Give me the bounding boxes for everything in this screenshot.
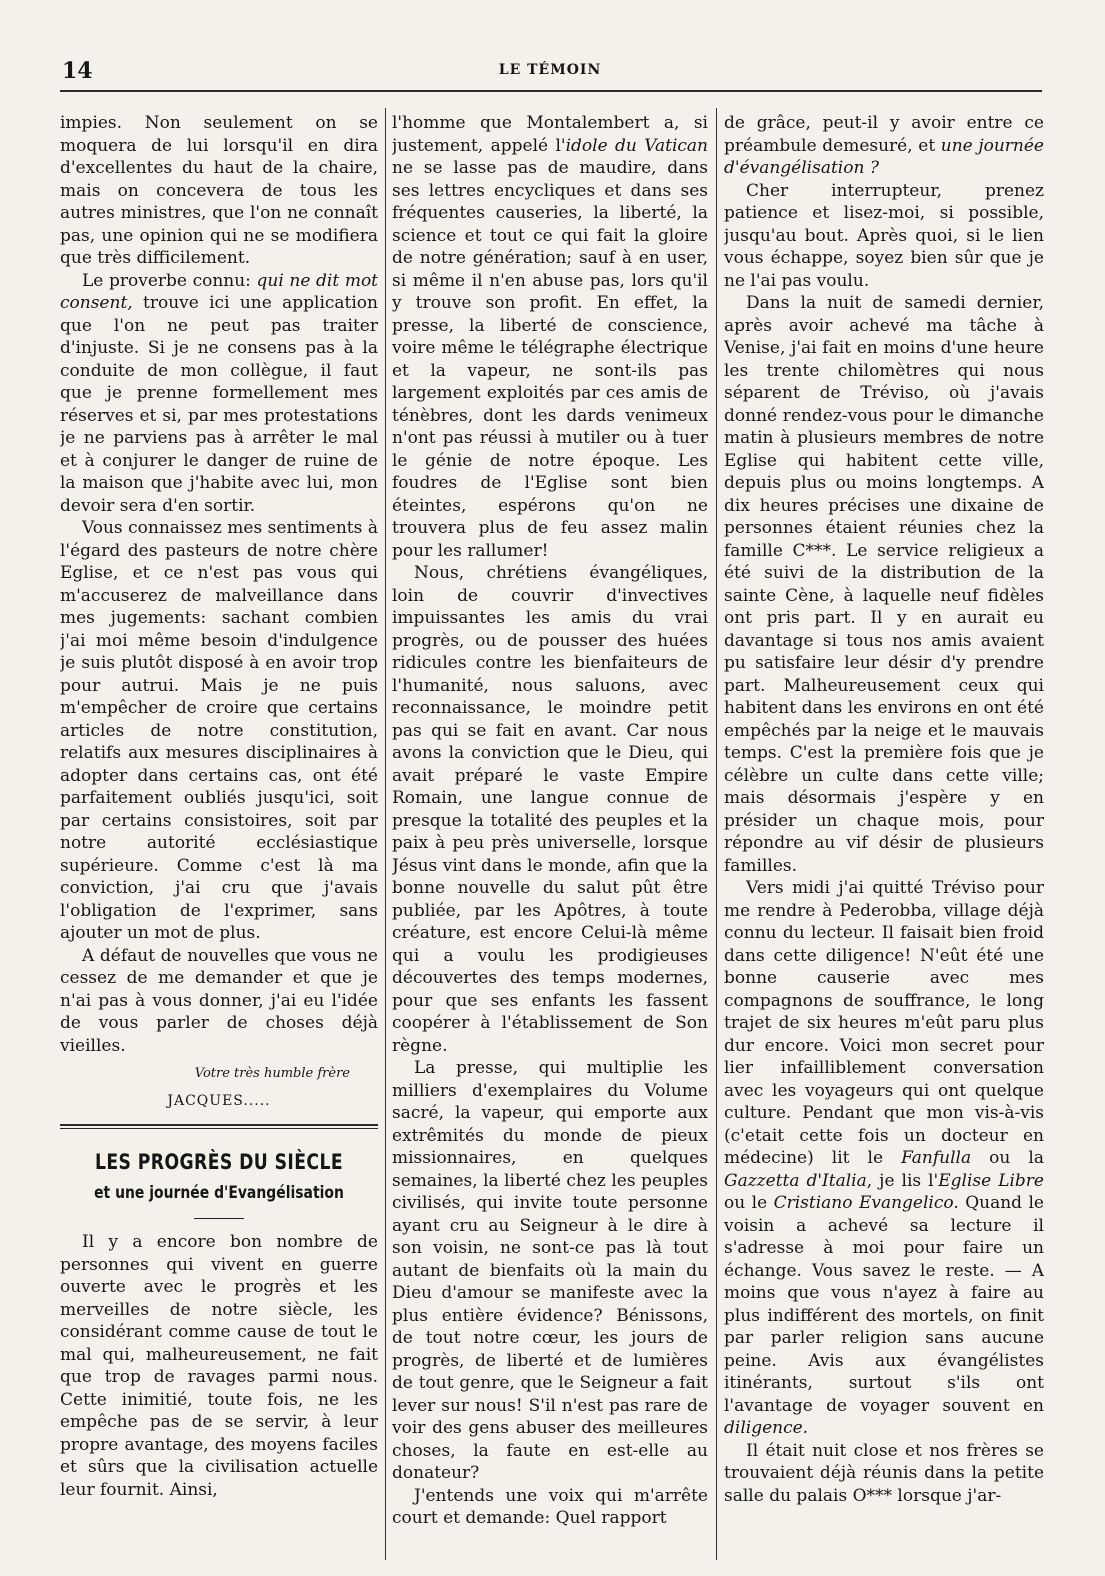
paragraph: J'entends une voix qui m'arrête court et demande: Quel rapport [392,1485,708,1528]
paragraph: Le proverbe connu: qui ne dit mot consent, trouve ici une application que l'on ne peut pas traiter d'injuste. Si je ne consens pas à la conduite de mon collègue, il faut que je prenne formellement mes réserves et si, par mes protestations je ne parviens pas à arrêter le mal et à conjurer le danger de ruine de la maison que j'habite avec lui, mon devoir sera d'en sortir. [60,270,378,516]
paragraph: Cher interrupteur, prenez patience et lisez-moi, si possible, jusqu'au bout. Après quoi, si le lien vous échappe, soyez bien sûr que je ne l'ai pas voulu. [724,180,1044,291]
article-subtitle: et une journée d'Evangélisation [94,1182,344,1203]
title-rule [194,1218,244,1219]
signature-name: JACQUES..... [167,1092,271,1109]
paragraph: A défaut de nouvelles que vous ne cessez de me demander et que je n'ai pas à vous donner, j'ai eu l'idée de vous parler de choses déjà vieilles. [60,945,378,1056]
section-separator [60,1128,378,1129]
column-left [60,112,378,1560]
paragraph: Dans la nuit de samedi dernier, après avoir achevé ma tâche à Venise, j'ai fait en moins d'une heure les trente chilomètres qui nous séparent de Tréviso, où j'avais donné rendez-vous pour le dimanche matin à plusieurs membres de notre Eglise qui habitent cette ville, depuis plus ou moins longtemps. A dix heures précises une dixaine de personnes étaient réunies chez la famille C***. Le service religieux a été suivi de la distribution de la sainte Cène, à laquelle neuf fidèles ont pris part. Il y en aurait eu davantage si tous nos amis avaient pu satisfaire leur désir d'y prendre part. Malheureusement ceux qui habitent dans les environs en ont été empêchés par la neige et le mauvais temps. C'est la première fois que je célèbre un culte dans cette ville; mais désormais j'espère y en présider un chaque mois, pour répondre au vif désir de plusieurs familles. [724,293,1044,876]
paragraph: Vous connaissez mes sentiments à l'égard des pasteurs de notre chère Eglise, et ce n'est pas vous qui m'accuserez de malveillance dans mes jugements: sachant combien j'ai moi même besoin d'indulgence je suis plutôt disposé à en avoir trop pour autrui. Mais je ne puis m'empêcher de croire que certains articles de notre constitution, relatifs aux mesures disciplinaires à adopter dans certains cas, ont été parfaitement oubliés jusqu'ici, soit par certains consistoires, soit par notre autorité ecclésiastique supérieure. Comme c'est là ma conviction, j'ai cru que j'avais l'obligation de l'exprimer, sans ajouter un mot de plus. [60,518,378,943]
paragraph: de grâce, peut-il y avoir entre ce préambule demesuré, et une journée d'évangélisation ? [724,113,1044,178]
page-number: 14 [62,58,93,84]
paragraph: La presse, qui multiplie les milliers d'exemplaires du Volume sacré, la vapeur, qui emporte aux extrêmités du monde de pieux missionnaires, en quelques semaines, la liberté chez les peuples civilisés, qui invite toute personne ayant cru au Seigneur à le dire à son voisin, ne sont-ce pas là tout autant de bienfaits où la main du Dieu d'amour se manifeste avec la plus entière évidence? Bénissons, de tout notre cœur, les jours de progrès, de liberté et de lumières de tout genre, que le Seigneur a fait lever sur nous! S'il n'est pas rare de voir des gens abuser des meilleures choses, la faute en est-elle au donateur? [392,1058,708,1483]
paragraph: l'homme que Montalembert a, si justement, appelé l'idole du Vatican ne se lasse pas de maudire, dans ses lettres encycliques et dans ses fréquentes causeries, la liberté, la science et tout ce qui fait la gloire de notre génération; sauf à en user, si même il n'en abuse pas, lors qu'il y trouve son profit. En effet, la presse, la liberté de conscience, voire même le télégraphe électrique et la vapeur, ne sont-ils pas largement exploités par ces amis de ténèbres, dont les dards venimeux n'ont pas réussi à mutiler ou à tuer le génie de notre époque. Les foudres de l'Eglise sont bien éteintes, espérons qu'on ne trouvera plus de feu assez malin pour les rallumer! [392,113,708,561]
header-rule [60,90,1042,92]
running-title: LE TÉMOIN [498,62,602,78]
paragraph: Il était nuit close et nos frères se trouvaient déjà réunis dans la petite salle du palais O*** lorsque j'ar- [724,1440,1044,1506]
column-middle [392,112,708,1560]
paragraph: impies. Non seulement on se moquera de lui lorsqu'il en dira d'excellentes du haut de la chaire, mais on concevera de tous les autres ministres, que l'on ne connaît pas, une opinion qui ne se modifiera que très difficilement. [60,113,378,268]
column-right [724,112,1044,1560]
page-header [60,58,1040,82]
signature-closing: Votre très humble frère [194,1066,350,1081]
section-separator [60,1124,378,1126]
paragraph: Il y a encore bon nombre de personnes qui vivent en guerre ouverte avec le progrès et les merveilles de notre siècle, les considérant comme cause de tout le mal qui, malheureusement, ne fait que trop de ravages parmi nous. Cette inimitié, toute fois, ne les empêche pas de se servir, à leur propre avantage, des moyens faciles et sûrs que la civilisation actuelle leur fournit. Ainsi, [60,1232,378,1500]
article-title: LES PROGRÈS DU SIÈCLE [94,1150,344,1174]
paragraph: Vers midi j'ai quitté Tréviso pour me rendre à Pederobba, village déjà connu du lecteur. Il faisait bien froid dans cette diligence! N'eût été une bonne causerie avec mes compagnons de souffrance, le long trajet de six heures m'eût paru plus dur encore. Voici mon secret pour lier infailliblement conversation avec les voyageurs qui ont quelque culture. Pendant que mon vis-à-vis (c'etait cette fois un docteur en médecine) lit le Fanfulla ou la Gazzetta d'Italia, je lis l'Eglise Libre ou le Cristiano Evangelico. Quand le voisin a achevé sa lecture il s'adresse à moi pour faire un échange. Vous savez le reste. — A moins que vous n'ayez à faire au plus indifférent des mortels, on finit par parler religion sans aucune peine. Avis aux évangélistes itinérants, surtout s'ils ont l'avantage de voyager souvent en diligence. [724,878,1044,1438]
column-divider [385,108,386,1560]
paragraph: Nous, chrétiens évangéliques, loin de couvrir d'invectives impuissantes les amis du vrai progrès, ou de pousser des huées ridicules contre les bienfaiteurs de l'humanité, nous saluons, avec reconnaissance, le moindre petit pas qui se fait en avant. Car nous avons la conviction que le Dieu, qui avait préparé le vaste Empire Romain, une langue connue de presque la totalité des peuples et la paix à peu près universelle, lorsque Jésus vint dans le monde, afin que la bonne nouvelle du salut pût être publiée, par les Apôtres, à toute créature, est encore Celui-là même qui a voulu les prodigieuses découvertes des temps modernes, pour que ses enfants les fassent coopérer à l'établissement de Son règne. [392,563,708,1056]
column-divider [716,108,717,1560]
